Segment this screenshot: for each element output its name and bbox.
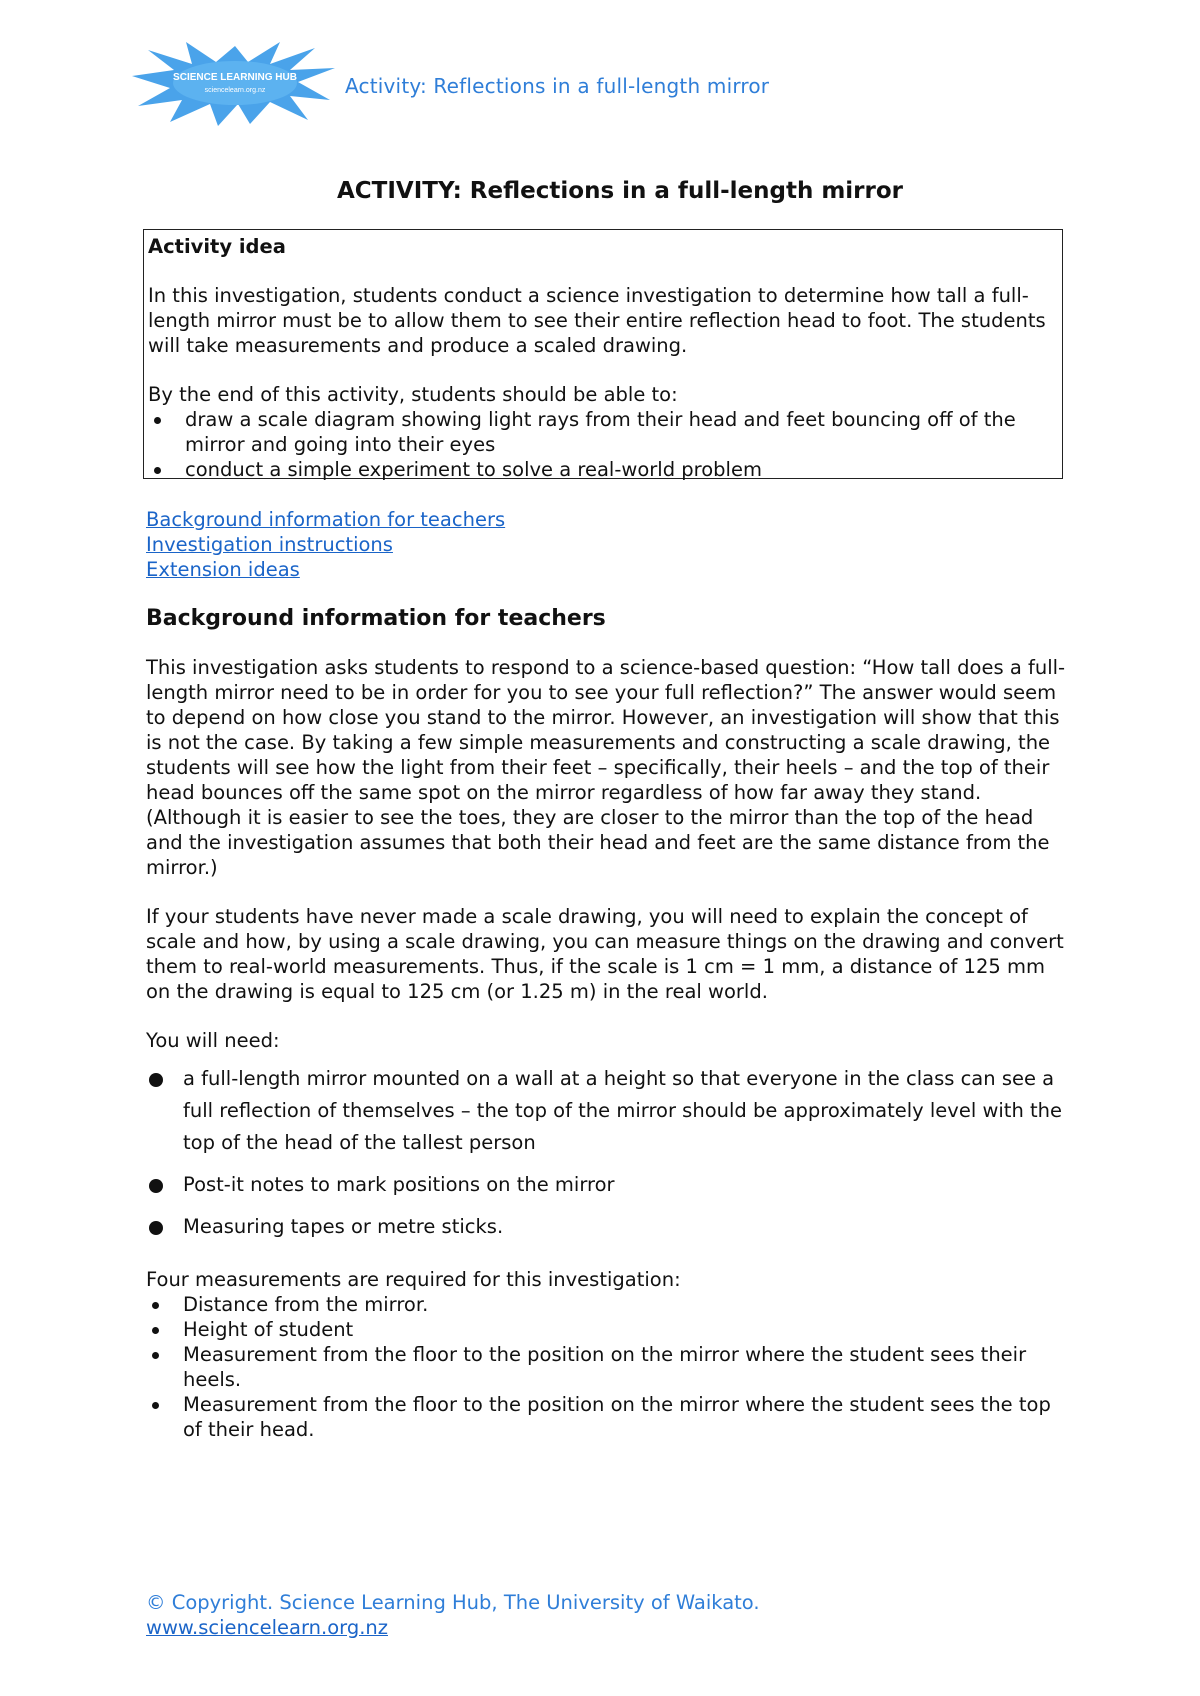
measure-intro: Four measurements are required for this investigation: — [146, 1268, 681, 1291]
footer-url-link[interactable]: www.sciencelearn.org.nz — [146, 1616, 388, 1639]
measurements-list — [146, 1292, 1066, 1442]
activity-idea-heading: Activity idea — [148, 235, 286, 258]
copyright-text: © Copyright. Science Learning Hub, The University of Waikato. — [146, 1591, 760, 1614]
starburst-logo-icon — [130, 40, 340, 126]
document-title: ACTIVITY: Reflections in a full-length mirror — [336, 178, 904, 204]
page-footer — [146, 1590, 760, 1640]
section-links — [146, 507, 505, 582]
materials-list — [146, 1063, 1066, 1243]
list-item: Measurement from the floor to the position on the mirror where the student sees the top of their head. — [146, 1392, 1066, 1442]
background-para-2: If your students have never made a scale drawing, you will need to explain the concept of scale and how, by using a scale drawing, you can measure things on the drawing and convert them to real-world measurements. Thus, if the scale is 1 cm = 1 mm, a distance of 125 mm on the drawing is equal to 125 cm (or 1.25 m) in the real world. — [146, 905, 1064, 1003]
list-item: Measurement from the floor to the position on the mirror where the student sees their heels. — [146, 1342, 1066, 1392]
list-item: Height of student — [146, 1317, 1066, 1342]
logo-url-text: sciencelearn.org.nz — [204, 87, 266, 94]
link-investigation-instructions[interactable]: Investigation instructions — [146, 533, 393, 556]
outcomes-intro: By the end of this activity, students should be able to: — [148, 383, 678, 406]
link-extension-ideas[interactable]: Extension ideas — [146, 558, 300, 581]
activity-intro: In this investigation, students conduct a science investigation to determine how tall a full-length mirror must be to allow them to see their entire reflection head to foot. The students will take measurements and produce a scaled drawing. — [148, 284, 1046, 357]
background-heading: Background information for teachers — [146, 606, 606, 631]
background-para-1: This investigation asks students to respond to a science-based question: “How tall does a full-length mirror need to be in order for you to see your full reflection?” The answer would seem to depend on how close you stand to the mirror. However, an investigation will show that this is not the case. By taking a few simple measurements and constructing a scale drawing, the students will see how the light from their feet – specifically, their heels – and the top of their head bounces off the same spot on the mirror regardless of how far away they stand. (Although it is easier to see the toes, they are closer to the mirror than the top of the head and the investigation assumes that both their head and feet are the same distance from the mirror.) — [146, 656, 1066, 879]
logo-brand-text: SCIENCE LEARNING HUB — [173, 72, 297, 83]
outcomes-list — [148, 407, 1058, 482]
list-item: conduct a simple experiment to solve a real-world problem — [148, 457, 1058, 482]
header-title: Activity: Reflections in a full-length mirror — [345, 74, 770, 98]
list-item: draw a scale diagram showing light rays from their head and feet bouncing off of the mirror and going into their eyes — [148, 407, 1058, 457]
page-header — [130, 40, 1030, 130]
background-section — [146, 606, 1066, 1442]
list-item: Measuring tapes or metre sticks. — [146, 1211, 1066, 1243]
list-item: Distance from the mirror. — [146, 1292, 1066, 1317]
need-intro: You will need: — [146, 1029, 280, 1052]
list-item: Post-it notes to mark positions on the mirror — [146, 1169, 1066, 1201]
link-background-info[interactable]: Background information for teachers — [146, 508, 506, 531]
science-learning-hub-logo[interactable] — [130, 40, 340, 126]
activity-idea-box — [143, 229, 1063, 479]
list-item: a full-length mirror mounted on a wall at a height so that everyone in the class can see a full reflection of themselves – the top of the mirror should be approximately level with the top of the head of the tallest person — [146, 1063, 1066, 1159]
